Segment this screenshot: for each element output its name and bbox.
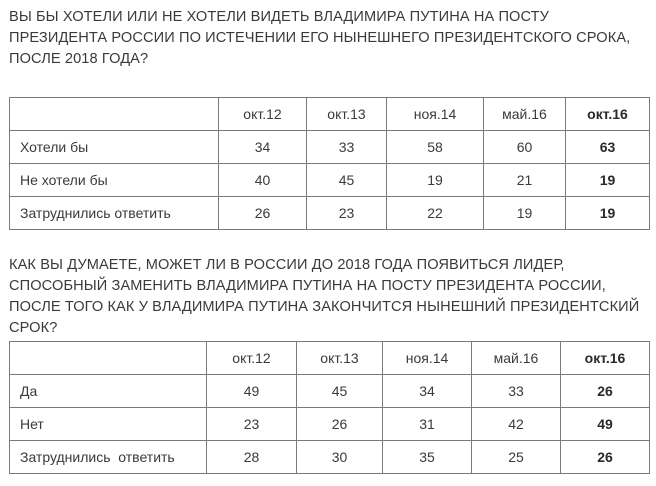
row-label: Хотели бы <box>10 131 219 164</box>
cell-value: 33 <box>307 131 387 164</box>
cell-value: 26 <box>297 408 383 441</box>
row-label: Не хотели бы <box>10 164 219 197</box>
cell-value-latest: 19 <box>566 164 650 197</box>
cell-value: 23 <box>207 408 297 441</box>
column-header: окт.13 <box>297 342 383 375</box>
table-row <box>10 408 650 441</box>
row-label: Нет <box>10 408 207 441</box>
table-row <box>10 131 650 164</box>
cell-value: 23 <box>307 197 387 230</box>
cell-value: 31 <box>383 408 472 441</box>
table-header-row <box>10 342 650 375</box>
cell-value: 33 <box>472 375 561 408</box>
column-header: окт.12 <box>207 342 297 375</box>
cell-value-latest: 26 <box>561 375 650 408</box>
column-header: май.16 <box>484 98 566 131</box>
cell-value: 45 <box>297 375 383 408</box>
survey-table-2 <box>9 341 650 474</box>
cell-value: 42 <box>472 408 561 441</box>
column-header: окт.12 <box>219 98 307 131</box>
cell-value: 45 <box>307 164 387 197</box>
column-header: окт.13 <box>307 98 387 131</box>
cell-value: 60 <box>484 131 566 164</box>
cell-value: 26 <box>219 197 307 230</box>
table-header-row <box>10 98 650 131</box>
row-label: Да <box>10 375 207 408</box>
cell-value: 19 <box>387 164 484 197</box>
cell-value-latest: 26 <box>561 441 650 474</box>
cell-value: 21 <box>484 164 566 197</box>
cell-value: 34 <box>383 375 472 408</box>
header-empty-cell <box>10 98 219 131</box>
cell-value: 58 <box>387 131 484 164</box>
cell-value-latest: 49 <box>561 408 650 441</box>
column-header-latest: окт.16 <box>566 98 650 131</box>
survey-table-1 <box>9 97 650 230</box>
cell-value: 30 <box>297 441 383 474</box>
row-label: Затруднились ответить <box>10 197 219 230</box>
cell-value-latest: 63 <box>566 131 650 164</box>
question-1-text: ВЫ БЫ ХОТЕЛИ ИЛИ НЕ ХОТЕЛИ ВИДЕТЬ ВЛАДИМИРА ПУТИНА НА ПОСТУ ПРЕЗИДЕНТА РОССИИ ПО ИСТЕЧЕНИИ ЕГО НЫНЕШНЕГО ПРЕЗИДЕНТСКОГО СРОКА, ПОСЛЕ 2018 ГОДА? <box>9 9 631 67</box>
column-header: ноя.14 <box>387 98 484 131</box>
column-header-latest: окт.16 <box>561 342 650 375</box>
cell-value: 49 <box>207 375 297 408</box>
table-row <box>10 375 650 408</box>
row-label: Затруднились ответить <box>10 441 207 474</box>
table-row <box>10 164 650 197</box>
header-empty-cell <box>10 342 207 375</box>
cell-value: 40 <box>219 164 307 197</box>
cell-value: 34 <box>219 131 307 164</box>
cell-value: 35 <box>383 441 472 474</box>
table-row <box>10 441 650 474</box>
cell-value: 19 <box>484 197 566 230</box>
cell-value: 22 <box>387 197 484 230</box>
column-header: ноя.14 <box>383 342 472 375</box>
cell-value: 25 <box>472 441 561 474</box>
cell-value-latest: 19 <box>566 197 650 230</box>
question-2-text: КАК ВЫ ДУМАЕТЕ, МОЖЕТ ЛИ В РОССИИ ДО 2018 ГОДА ПОЯВИТЬСЯ ЛИДЕР, СПОСОБНЫЙ ЗАМЕНИТЬ ВЛАДИМИРА ПУТИНА НА ПОСТУ ПРЕЗИДЕНТА РОССИИ, ПОСЛЕ ТОГО КАК У ВЛАДИМИРА ПУТИНА ЗАКОНЧИТСЯ НЫНЕШНИЙ ПРЕЗИДЕНТСКИЙ СРОК? <box>9 257 640 336</box>
column-header: май.16 <box>472 342 561 375</box>
cell-value: 28 <box>207 441 297 474</box>
table-row <box>10 197 650 230</box>
